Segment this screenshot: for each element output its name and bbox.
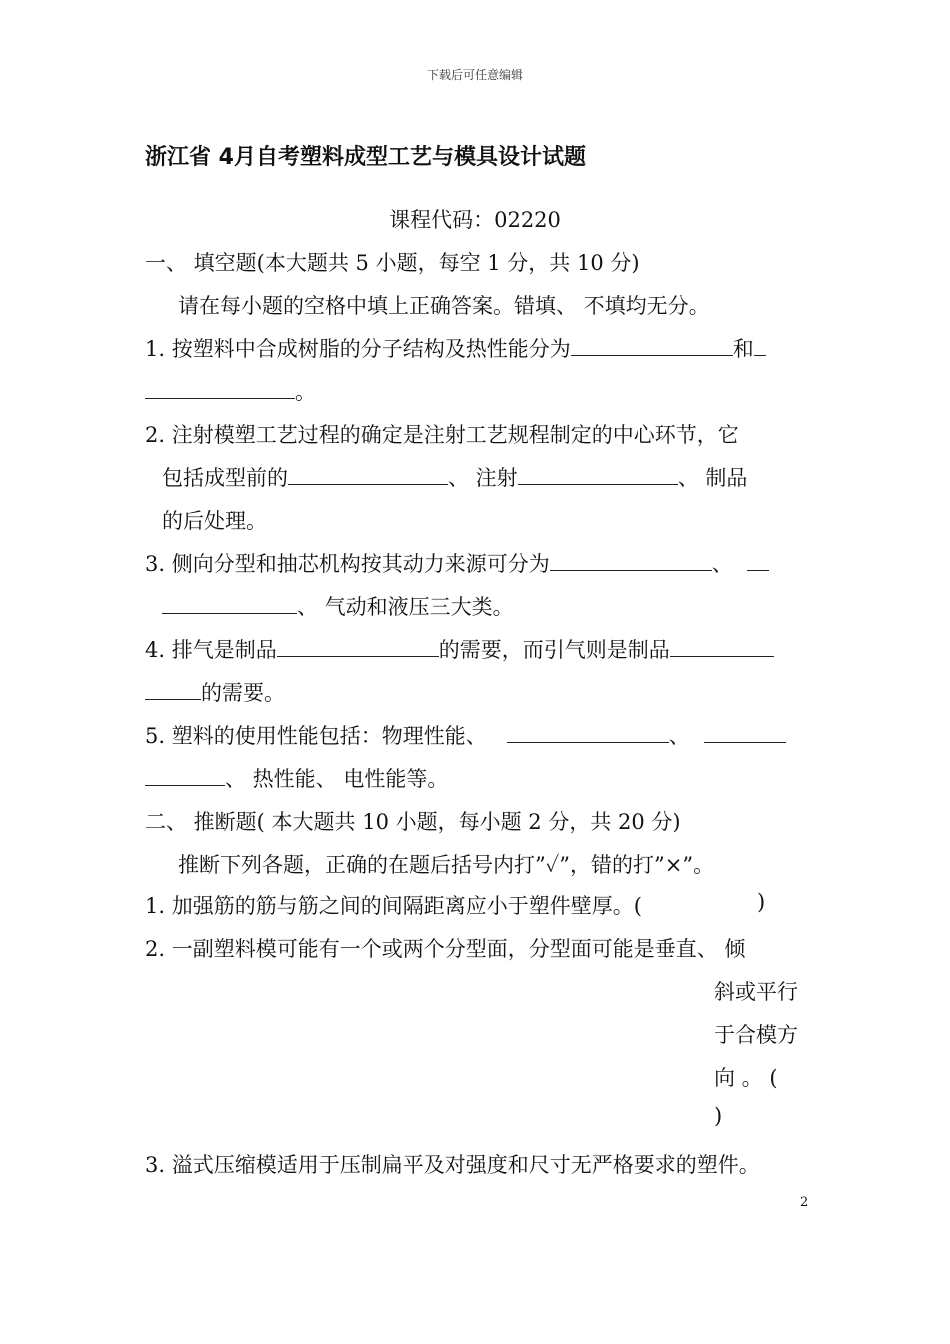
s2-q1-text: 1. 加强筋的筋与筋之间的间隔距离应小于塑件壁厚。( xyxy=(145,894,642,918)
section2-instruction: 推断下列各题，正确的在题后括号内打”✓”，错的打”×”。 xyxy=(178,853,715,877)
section1-instruction: 请在每小题的空格中填上正确答案。错填、 不填均无分。 xyxy=(178,294,710,318)
answer-blank xyxy=(550,552,712,571)
s1-q3-line2 xyxy=(162,591,514,621)
s1-q3-text: 3. 侧向分型和抽芯机构按其动力来源可分为 xyxy=(145,552,550,576)
s1-q1-end: 。 xyxy=(295,380,316,404)
s1-q5-line2 xyxy=(145,763,448,793)
answer-blank xyxy=(571,337,733,356)
answer-blank xyxy=(747,552,769,571)
s1-q2-product: 、 制品 xyxy=(677,466,748,490)
section2-heading: 二、 推断题( 本大题共 10 小题，每小题 2 分，共 20 分) xyxy=(145,810,681,834)
course-code: 课程代码：02220 xyxy=(389,208,561,232)
s1-q2-text: 包括成型前的 xyxy=(162,466,288,490)
s2-q2-line2: 斜或平行 xyxy=(714,980,798,1004)
answer-blank xyxy=(670,638,774,657)
answer-blank xyxy=(518,466,678,485)
s1-q1-line1 xyxy=(145,333,766,363)
s1-q4-end: 的需要。 xyxy=(201,681,285,705)
s2-q2-line1: 2. 一副塑料模可能有一个或两个分型面，分型面可能是垂直、 倾 xyxy=(145,937,746,961)
s1-q4-text: 4. 排气是制品 xyxy=(145,638,277,662)
answer-blank xyxy=(145,767,225,786)
page-header: 下载后可任意编辑 xyxy=(426,68,523,82)
section1-heading: 一、 填空题(本大题共 5 小题，每空 1 分，共 10 分) xyxy=(145,251,640,275)
s2-q2-line3: 于合模方 xyxy=(714,1023,798,1047)
s1-q4-mid: 的需要，而引气则是制品 xyxy=(438,638,670,662)
answer-blank xyxy=(145,380,295,399)
answer-blank xyxy=(277,638,439,657)
s1-q3-end: 、 气动和液压三大类。 xyxy=(297,595,514,619)
s1-q4-line2 xyxy=(145,677,285,707)
answer-blank xyxy=(145,681,201,700)
answer-blank xyxy=(704,724,786,743)
s2-q1-close: ) xyxy=(757,890,766,914)
answer-blank xyxy=(288,466,448,485)
s1-q2-line1: 2. 注射模塑工艺过程的确定是注射工艺规程制定的中心环节，它 xyxy=(145,423,739,447)
s2-q2-line4: 向 。 ( xyxy=(714,1066,778,1090)
s1-q2-line3: 的后处理。 xyxy=(162,509,267,533)
answer-blank xyxy=(754,337,766,356)
s1-q2-line2 xyxy=(162,462,747,492)
s1-q3-line1 xyxy=(145,548,769,578)
answer-blank xyxy=(162,595,297,614)
s1-q5-line1 xyxy=(145,720,786,750)
s1-q3-sep: 、 xyxy=(711,552,733,576)
s2-q2-line5: ) xyxy=(714,1104,723,1128)
s1-q1-and: 和 xyxy=(732,337,754,361)
s1-q5-sep: 、 xyxy=(668,724,690,748)
page-number: 2 xyxy=(800,1195,809,1210)
s2-q3-text: 3. 溢式压缩模适用于压制扁平及对强度和尺寸无严格要求的塑件。 xyxy=(145,1153,760,1177)
s1-q5-text: 5. 塑料的使用性能包括：物理性能、 xyxy=(145,724,487,748)
answer-blank xyxy=(507,724,669,743)
s1-q5-end: 、 热性能、 电性能等。 xyxy=(225,767,449,791)
s1-q1-line2 xyxy=(145,376,316,406)
s1-q2-inject: 、 注射 xyxy=(448,466,518,490)
exam-title: 浙江省 4月自考塑料成型工艺与模具设计试题 xyxy=(145,145,586,170)
s1-q1-text: 1. 按塑料中合成树脂的分子结构及热性能分为 xyxy=(145,337,571,361)
s1-q4-line1 xyxy=(145,634,774,664)
